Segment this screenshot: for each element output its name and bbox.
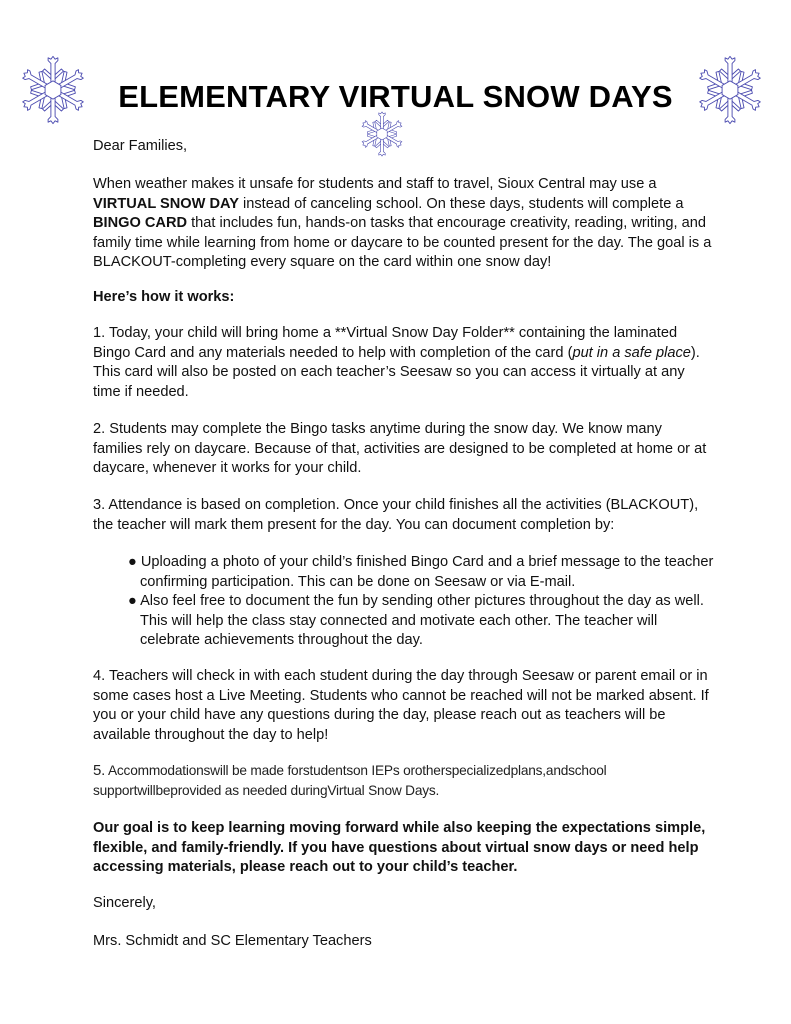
- step-5: [93, 761, 713, 800]
- step-1-italic: put in a safe place: [572, 344, 691, 361]
- how-it-works-heading: Here’s how it works:: [93, 289, 235, 305]
- step-3: 3. Attendance is based on completion. Once your child finishes all the activities (BLACKOUT), the teacher will mark them present for the day. You can document completion by:: [93, 497, 699, 533]
- step-1: [93, 324, 713, 402]
- page-title: ELEMENTARY VIRTUAL SNOW DAYS: [118, 79, 673, 114]
- greeting: Dear Families,: [93, 138, 188, 154]
- step-5-text: Accommodationswill be made forstudentson IEPs orotherspecializedplans,andschool supportwillbeprovided as needed duringVirtual Snow Days.: [93, 763, 607, 798]
- closing-statement: Our goal is to keep learning moving forward while also keeping the expectations simple, flexible, and family-friendly. If you have questions about virtual snow days or need help accessing materials, please reach out to your child’s teacher.: [93, 820, 706, 875]
- step-4: 4. Teachers will check in with each student during the day through Seesaw or parent email or in some cases host a Live Meeting. Students who cannot be reached will not be marked absent. If you or your child have any questions during the day, please reach out as teachers will be available throughout the day to help!: [93, 668, 709, 743]
- step-1-text: ). This card will also be posted on each teacher’s Seesaw so you can access it virtually at any time if needed.: [93, 344, 700, 400]
- bullet-item: ● Also feel free to document the fun by sending other pictures throughout the day as well. This will help the class stay connected and motivate each other. The teacher will celebrate achievements throughout the day.: [128, 593, 704, 648]
- intro-text: that includes fun, hands-on tasks that encourage creativity, reading, writing, and family time while learning from home or daycare to be counted present for the day. The goal is a BLACKOUT-completing every square on the card within one snow day!: [93, 215, 712, 270]
- signoff: Sincerely,: [93, 895, 156, 911]
- step-1-text: 1. Today, your child will bring home a **Virtual Snow Day Folder** containing the laminated Bingo Card and any materials needed to help with completion of the card (: [93, 325, 678, 361]
- virtual-snow-day-bold: VIRTUAL SNOW DAY: [93, 195, 239, 212]
- intro-text: When weather makes it unsafe for students and staff to travel, Sioux Central may use a: [93, 176, 657, 192]
- bullet-item: ● Uploading a photo of your child’s finished Bingo Card and a brief message to the teacher confirming participation. This can be done on Seesaw or via E-mail.: [128, 554, 714, 590]
- signature: Mrs. Schmidt and SC Elementary Teachers: [93, 933, 372, 949]
- step-5-number: 5.: [93, 762, 106, 779]
- bingo-card-bold: BINGO CARD: [93, 215, 188, 231]
- intro-paragraph: [93, 175, 713, 273]
- step-2: 2. Students may complete the Bingo tasks anytime during the snow day. We know many families rely on daycare. Because of that, activities are designed to be completed at home or at daycare, whenever it works for your child.: [93, 421, 707, 476]
- intro-text: instead of canceling school. On these days, students will complete a: [238, 195, 684, 212]
- completion-bullets: [115, 553, 715, 651]
